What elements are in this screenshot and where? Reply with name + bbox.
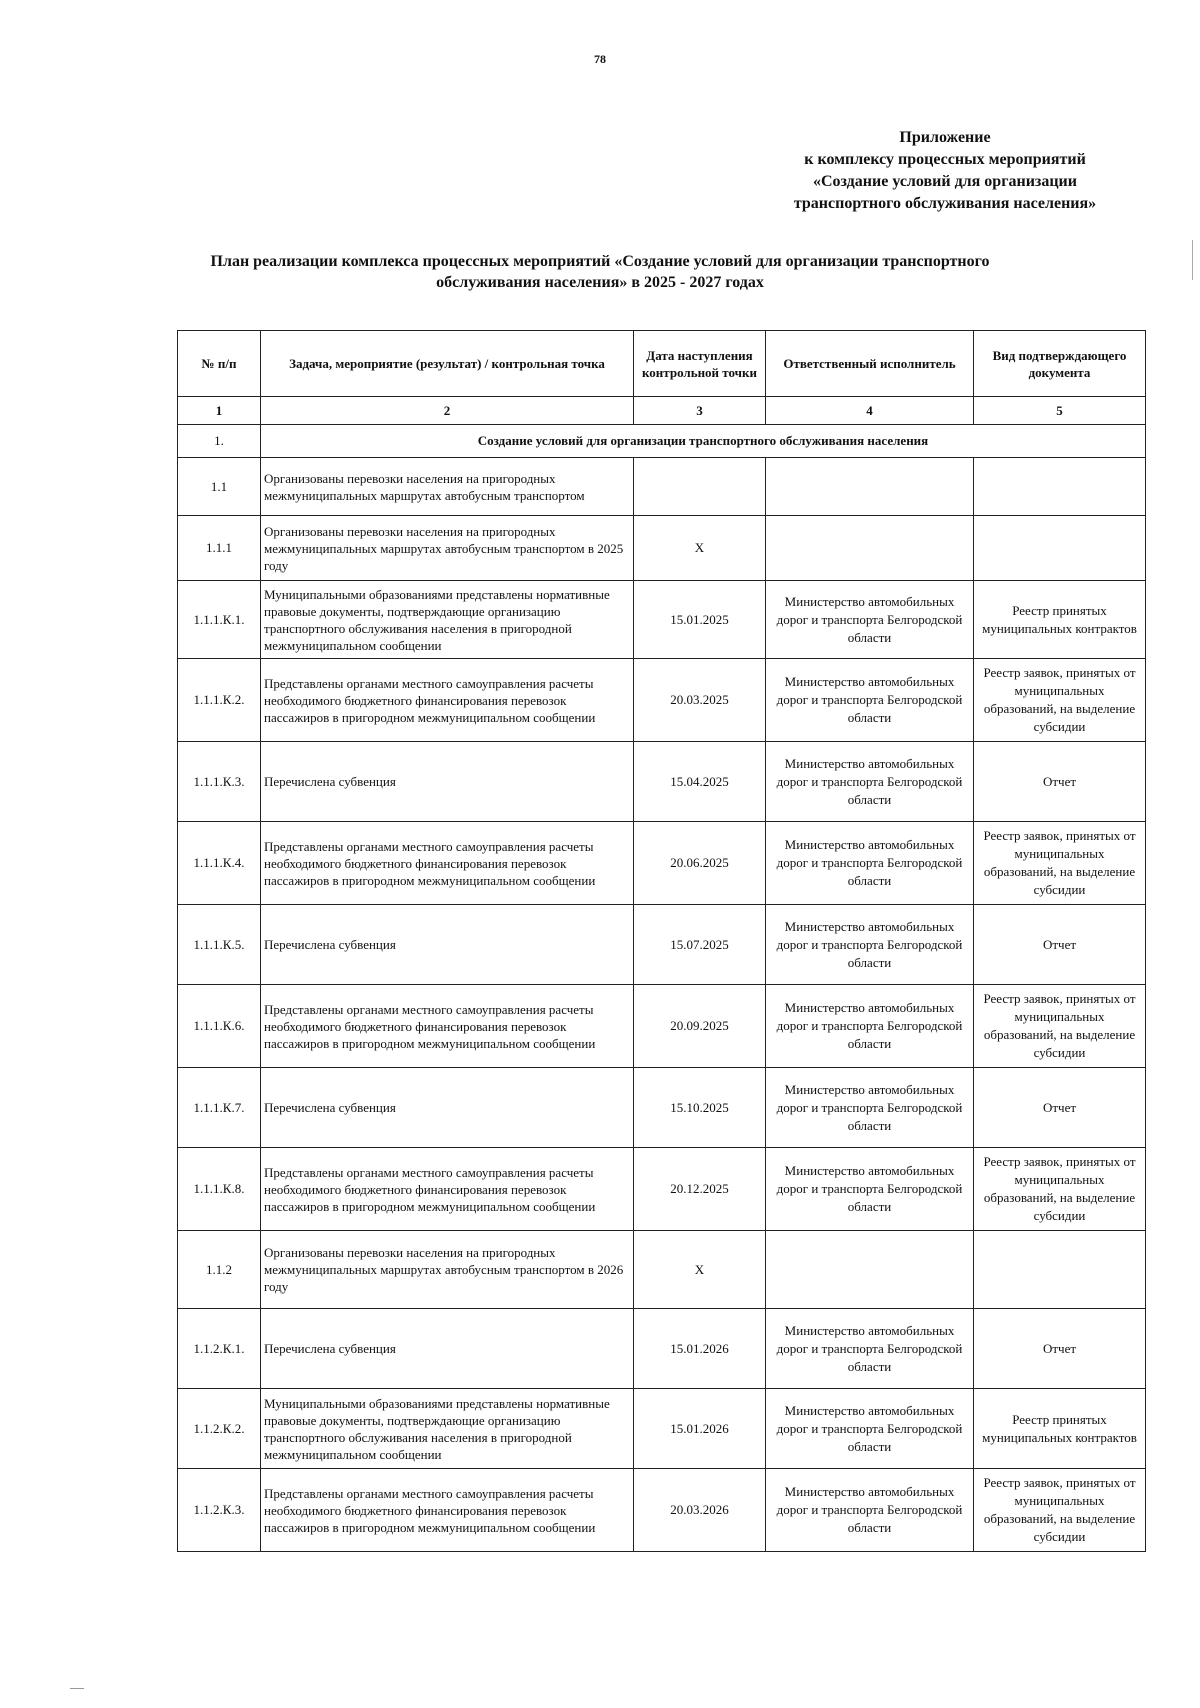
row-number: 1.1.1.К.4. [178,822,261,905]
header-document: Вид подтверждающего документа [974,331,1146,397]
row-task: Представлены органами местного самоуправления расчеты необходимого бюджетного финансирования перевозок пассажиров в пригородном межмуниципальном сообщении [261,1469,634,1552]
row-date: 20.12.2025 [634,1148,766,1231]
row-task: Перечислена субвенция [261,1309,634,1389]
row-responsible: Министерство автомобильных дорог и транспорта Белгородской области [766,1389,974,1469]
row-number: 1.1.1.К.5. [178,905,261,985]
scan-margin-mark [70,1688,84,1689]
document-title-line-1: План реализации комплекса процессных мероприятий «Создание условий для организации транспортного [210,253,990,270]
section-row [178,425,1146,458]
row-task: Организованы перевозки населения на пригородных межмуниципальных маршрутах автобусным транспортом в 2025 году [261,516,634,581]
table-header-row [178,331,1146,397]
column-index: 1 [178,397,261,425]
row-number: 1.1.2 [178,1231,261,1309]
appendix-line-3: «Создание условий для организации [812,173,1077,190]
row-number: 1.1.1.К.1. [178,581,261,659]
row-document: Реестр заявок, принятых от муниципальных образований, на выделение субсидии [974,822,1146,905]
row-number: 1.1.1.К.7. [178,1068,261,1148]
row-number: 1.1.1.К.2. [178,659,261,742]
column-index: 5 [974,397,1146,425]
row-task: Муниципальными образованиями представлены нормативные правовые документы, подтверждающие организацию транспортного обслуживания населения в пригородной межмуниципальном сообщении [261,1389,634,1469]
row-responsible: Министерство автомобильных дорог и транспорта Белгородской области [766,822,974,905]
row-document: Отчет [974,1068,1146,1148]
column-index: 4 [766,397,974,425]
header-number: № п/п [178,331,261,397]
row-responsible: Министерство автомобильных дорог и транспорта Белгородской области [766,1068,974,1148]
table-row [178,1389,1146,1469]
row-number: 1.1.1.К.3. [178,742,261,822]
appendix-line-4: транспортного обслуживания населения» [793,195,1097,212]
table-row [178,822,1146,905]
row-date: 15.01.2025 [634,581,766,659]
row-date: 15.01.2026 [634,1389,766,1469]
table-row [178,516,1146,581]
row-responsible: Министерство автомобильных дорог и транспорта Белгородской области [766,985,974,1068]
table-row [178,1068,1146,1148]
table-row [178,1231,1146,1309]
row-document: Реестр заявок, принятых от муниципальных образований, на выделение субсидии [974,985,1146,1068]
row-date: 20.09.2025 [634,985,766,1068]
row-task: Представлены органами местного самоуправления расчеты необходимого бюджетного финансирования перевозок пассажиров в пригородном межмуниципальном сообщении [261,985,634,1068]
table-row [178,1148,1146,1231]
row-document [974,516,1146,581]
row-task: Перечислена субвенция [261,742,634,822]
row-responsible [766,458,974,516]
row-document: Реестр принятых муниципальных контрактов [974,1389,1146,1469]
column-index: 3 [634,397,766,425]
table-row [178,458,1146,516]
row-number: 1.1.2.К.2. [178,1389,261,1469]
row-task: Перечислена субвенция [261,1068,634,1148]
table-row [178,1469,1146,1552]
header-responsible: Ответственный исполнитель [766,331,974,397]
document-title [160,251,1040,293]
row-responsible: Министерство автомобильных дорог и транспорта Белгородской области [766,905,974,985]
column-index: 2 [261,397,634,425]
row-date: 15.04.2025 [634,742,766,822]
row-responsible: Министерство автомобильных дорог и транспорта Белгородской области [766,581,974,659]
table-row [178,581,1146,659]
row-document: Реестр принятых муниципальных контрактов [974,581,1146,659]
row-document [974,1231,1146,1309]
row-responsible: Министерство автомобильных дорог и транспорта Белгородской области [766,1469,974,1552]
row-responsible: Министерство автомобильных дорог и транспорта Белгородской области [766,1148,974,1231]
row-document [974,458,1146,516]
row-task: Представлены органами местного самоуправления расчеты необходимого бюджетного финансирования перевозок пассажиров в пригородном межмуниципальном сообщении [261,1148,634,1231]
row-document: Отчет [974,742,1146,822]
page-number: 78 [594,52,606,66]
row-date [634,458,766,516]
row-document: Отчет [974,905,1146,985]
row-number: 1.1.2.К.3. [178,1469,261,1552]
row-responsible [766,516,974,581]
table-row [178,742,1146,822]
table-row [178,905,1146,985]
row-date: 20.06.2025 [634,822,766,905]
row-number: 1.1 [178,458,261,516]
row-document: Реестр заявок, принятых от муниципальных образований, на выделение субсидии [974,1148,1146,1231]
row-responsible: Министерство автомобильных дорог и транспорта Белгородской области [766,742,974,822]
row-number: 1.1.1 [178,516,261,581]
appendix-line-1: Приложение [899,129,991,146]
row-date: 15.01.2026 [634,1309,766,1389]
row-task: Организованы перевозки населения на пригородных межмуниципальных маршрутах автобусным транспортом [261,458,634,516]
section-number: 1. [178,425,261,458]
appendix-block [700,127,1190,215]
row-document: Отчет [974,1309,1146,1389]
section-title: Создание условий для организации транспортного обслуживания населения [261,425,1146,458]
row-task: Представлены органами местного самоуправления расчеты необходимого бюджетного финансирования перевозок пассажиров в пригородном межмуниципальном сообщении [261,822,634,905]
row-task: Перечислена субвенция [261,905,634,985]
row-date: X [634,516,766,581]
table-row [178,1309,1146,1389]
row-task: Организованы перевозки населения на пригородных межмуниципальных маршрутах автобусным транспортом в 2026 году [261,1231,634,1309]
row-date: 20.03.2025 [634,659,766,742]
row-responsible: Министерство автомобильных дорог и транспорта Белгородской области [766,1309,974,1389]
row-date: 20.03.2026 [634,1469,766,1552]
table-row [178,659,1146,742]
row-responsible: Министерство автомобильных дорог и транспорта Белгородской области [766,659,974,742]
row-responsible [766,1231,974,1309]
row-document: Реестр заявок, принятых от муниципальных образований, на выделение субсидии [974,659,1146,742]
row-number: 1.1.1.К.8. [178,1148,261,1231]
document-title-line-2: обслуживания населения» в 2025 - 2027 годах [436,274,764,291]
table-row [178,985,1146,1068]
row-task: Муниципальными образованиями представлены нормативные правовые документы, подтверждающие организацию транспортного обслуживания населения в пригородной межмуниципальном сообщении [261,581,634,659]
row-date: 15.10.2025 [634,1068,766,1148]
row-number: 1.1.2.К.1. [178,1309,261,1389]
row-task: Представлены органами местного самоуправления расчеты необходимого бюджетного финансирования перевозок пассажиров в пригородном межмуниципальном сообщении [261,659,634,742]
row-document: Реестр заявок, принятых от муниципальных образований, на выделение субсидии [974,1469,1146,1552]
plan-table [177,330,1146,1552]
row-date: X [634,1231,766,1309]
row-number: 1.1.1.К.6. [178,985,261,1068]
row-date: 15.07.2025 [634,905,766,985]
header-task: Задача, мероприятие (результат) / контрольная точка [261,331,634,397]
column-index-row [178,397,1146,425]
appendix-line-2: к комплексу процессных мероприятий [804,151,1086,168]
header-date: Дата наступления контрольной точки [634,331,766,397]
scan-edge-mark [1192,240,1193,280]
